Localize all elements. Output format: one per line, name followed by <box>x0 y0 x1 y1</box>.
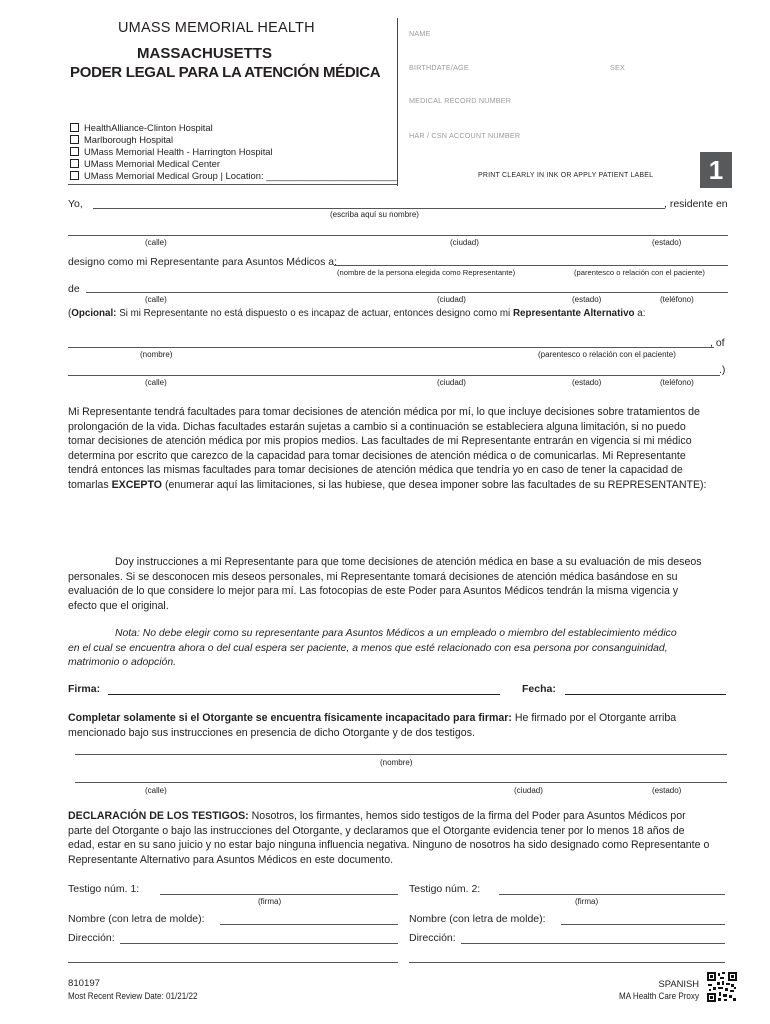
nombre-elegida-label: (nombre de la persona elegida como Representante) <box>337 268 516 277</box>
hospital-option[interactable]: UMass Memorial Medical Center <box>70 158 397 170</box>
signer-name-line[interactable] <box>75 754 727 755</box>
name-line[interactable] <box>93 208 665 209</box>
address-line-2[interactable] <box>86 292 728 293</box>
nombre-label: (nombre) <box>380 758 413 767</box>
witness1-address-line[interactable] <box>120 943 398 944</box>
birthdate-label: BIRTHDATE/AGE <box>409 63 469 72</box>
calle-label: (calle) <box>145 786 167 795</box>
header-bottom-divider <box>68 184 398 185</box>
telefono-label: (teléfono) <box>660 378 694 387</box>
firma-label: Firma: <box>68 683 101 695</box>
witness2-address-line[interactable] <box>461 943 725 944</box>
checkbox-icon[interactable] <box>70 171 79 180</box>
signer-address-line[interactable] <box>75 782 727 783</box>
calle-label: (calle) <box>145 378 167 387</box>
telefono-label: (teléfono) <box>660 295 694 304</box>
alternate-name-line[interactable] <box>68 347 714 348</box>
form-title-line1: MASSACHUSETTS <box>137 45 273 62</box>
nombre-label: (nombre) <box>140 350 173 359</box>
hospital-checklist <box>70 122 397 182</box>
residente-label: , residente en <box>664 198 728 210</box>
of-label: , of <box>710 337 725 349</box>
date-line[interactable] <box>565 694 726 695</box>
parentesco-relacion-label: (parentesco o relación con el paciente) <box>538 350 676 359</box>
hospital-option[interactable]: HealthAlliance-Clinton Hospital <box>70 122 397 134</box>
hospital-option[interactable]: UMass Memorial Health - Harrington Hospital <box>70 146 397 158</box>
header-vertical-divider <box>397 18 398 186</box>
name-label: NAME <box>409 29 431 38</box>
authority-paragraph: Mi Representante tendrá facultades para tomar decisiones de atención médica por mí, lo que incluye decisiones sobre tratamientos de prolongación de la vida. Dichas facultades estarán sujetas a cambio si a continuación se estableciera alguna limitación, si no puedo tomar decisiones de atención médica por mis propios medios. Las facultades de mi Representante entrarán en vigencia si mi médico determina por escrito que carezco de la capacidad para tomar decisiones de atención médica o de comunicarlas. Mi Representante tendrá entonces las mismas facultades para tomar decisiones de atención médica que tendría yo en caso de tener la capacidad de tomarlas EXCEPTO (enumerar aquí las limitaciones, si las hubiese, que desea imponer sobre las facultades de su REPRESENTANTE): <box>68 406 707 491</box>
qr-code-icon <box>707 972 737 1002</box>
witness1-name-line[interactable] <box>220 924 398 925</box>
calle-label: (calle) <box>145 238 167 247</box>
ciudad-label: (ciudad) <box>514 786 543 795</box>
checkbox-icon[interactable] <box>70 159 79 168</box>
de-label: de <box>68 283 80 295</box>
witness2-address-label: Dirección: <box>409 932 456 944</box>
form-name-label: MA Health Care Proxy <box>618 991 699 1001</box>
designo-label: designo como mi Representante para Asuntos Médicos a: <box>68 256 338 268</box>
incapacitated-paragraph: Completar solamente si el Otorgante se encuentra físicamente incapacitado para firmar: He firmado por el Otorgante arriba mencionado bajo sus instrucciones en presencia de dicho Otorgante y de dos testigos. <box>68 712 677 739</box>
hospital-option[interactable]: UMass Memorial Medical Group | Location: _________________________ <box>70 170 397 182</box>
estado-label: (estado) <box>652 786 682 795</box>
estado-label: (estado) <box>572 378 602 387</box>
har-label: HAR / CSN ACCOUNT NUMBER <box>409 131 521 140</box>
witness1-address-label: Dirección: <box>68 932 115 944</box>
representative-line[interactable] <box>334 265 728 266</box>
calle-label: (calle) <box>145 295 167 304</box>
checkbox-icon[interactable] <box>70 123 79 132</box>
witness2-signature-line[interactable] <box>499 894 725 895</box>
alternate-address-line[interactable] <box>68 375 720 376</box>
ciudad-label: (ciudad) <box>437 295 466 304</box>
checkbox-icon[interactable] <box>70 135 79 144</box>
witness2-name-line[interactable] <box>561 924 725 925</box>
signature-line[interactable] <box>108 694 500 695</box>
language-label: SPANISH <box>658 978 699 989</box>
witness1-address-line-2[interactable] <box>68 962 398 963</box>
mrn-label: MEDICAL RECORD NUMBER <box>409 96 512 105</box>
close-paren: .) <box>719 364 726 376</box>
estado-label: (estado) <box>652 238 682 247</box>
firma-caption: (firma) <box>258 897 282 906</box>
sex-label: SEX <box>610 63 625 72</box>
witness1-name-label: Nombre (con letra de molde): <box>68 913 205 925</box>
witness-declaration: DECLARACIÓN DE LOS TESTIGOS: Nosotros, los firmantes, hemos sido testigos de la firma del Poder para Asuntos Médicos por parte del Otorgante o bajo las instrucciones del Otorgante, y declaramos que el Otorgante evidencia tener por lo menos 18 años de edad, estar en su sano juicio y no estar bajo ninguna influencia negativa. Ninguno de nosotros ha sido designado como Representante o Representante Alternativo para Asuntos Médicos en este documento. <box>68 810 710 866</box>
review-date: Most Recent Review Date: 01/21/22 <box>68 991 198 1001</box>
witness1-signature-line[interactable] <box>160 894 398 895</box>
witness1-label: Testigo núm. 1: <box>68 883 140 895</box>
fecha-label: Fecha: <box>522 683 556 695</box>
yo-label: Yo, <box>68 198 83 210</box>
checkbox-icon[interactable] <box>70 147 79 156</box>
instructions-paragraph: Doy instrucciones a mi Representante para que tome decisiones de atención médica en base a su evaluación de mis deseos personales. Si se desconocen mis deseos personales, mi Representante tomará decisiones de atención médica basándose en su evaluación de lo que considere lo mejor para mí. Las fotocopias de este Poder para Asuntos Médicos tendrán la misma vigencia y efecto que el original. <box>68 556 702 612</box>
witness2-label: Testigo núm. 2: <box>409 883 481 895</box>
witness2-name-label: Nombre (con letra de molde): <box>409 913 546 925</box>
parentesco-paciente-label: (parentesco o relación con el paciente) <box>574 268 705 277</box>
page-number-badge <box>700 152 732 188</box>
form-code: 810197 <box>68 978 101 989</box>
form-title-line2: PODER LEGAL PARA LA ATENCIÓN MÉDICA <box>70 64 381 81</box>
ciudad-label: (ciudad) <box>450 238 479 247</box>
print-note: PRINT CLEARLY IN INK OR APPLY PATIENT LABEL <box>478 172 654 179</box>
firma-caption: (firma) <box>575 897 599 906</box>
ciudad-label: (ciudad) <box>437 378 466 387</box>
address-line-1[interactable] <box>68 235 728 236</box>
opcional-line: (Opcional: Si mi Representante no está dispuesto o es incapaz de actuar, entonces designo como mi Representante Alternativo a: <box>68 308 646 319</box>
page-number: 1 <box>708 155 724 185</box>
escriba-label: (escriba aquí su nombre) <box>330 210 419 219</box>
note-paragraph: Nota: No debe elegir como su representante para Asuntos Médicos a un empleado o miembro del establecimiento médico en el cual se encuentra ahora o del cual espera ser paciente, a menos que esté relacionado con esa persona por consanguinidad, matrimonio o adopción. <box>68 628 677 669</box>
witness2-address-line-2[interactable] <box>409 962 725 963</box>
estado-label: (estado) <box>572 295 602 304</box>
hospital-option[interactable]: Marlborough Hospital <box>70 134 397 146</box>
org-name: UMASS MEMORIAL HEALTH <box>118 20 315 36</box>
